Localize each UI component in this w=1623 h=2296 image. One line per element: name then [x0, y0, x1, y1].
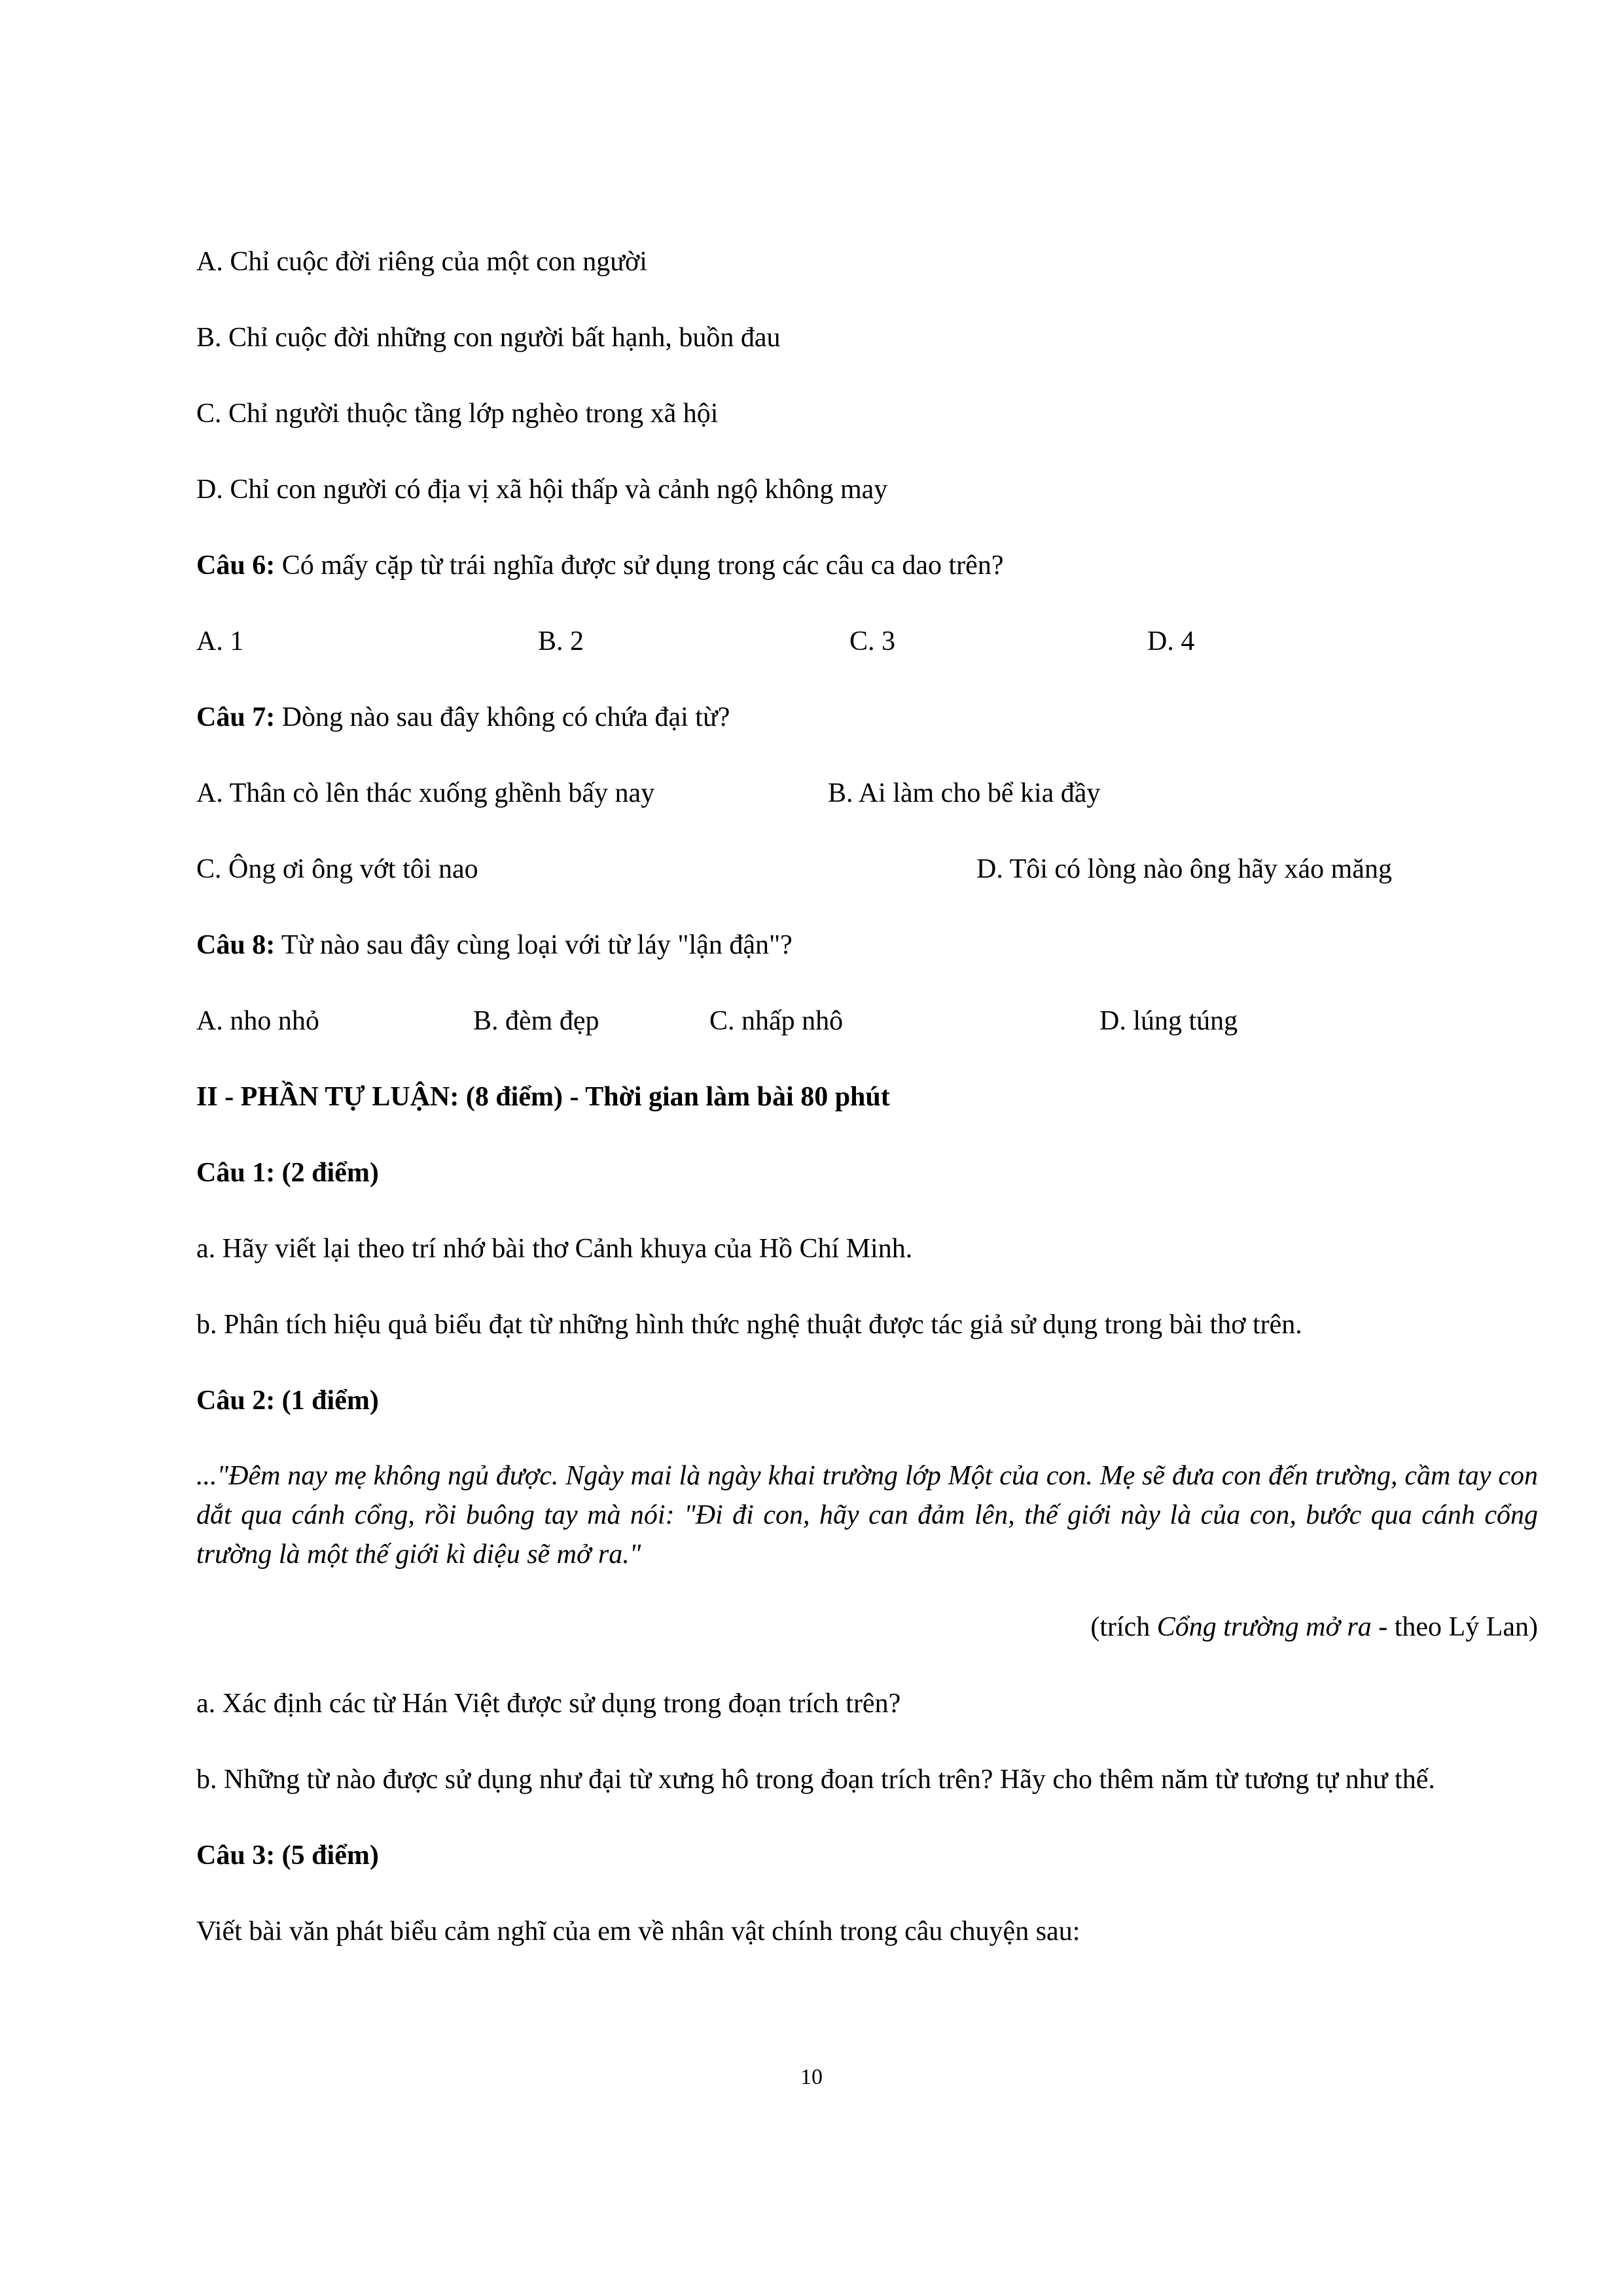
c2-part-a: a. Xác định các từ Hán Việt được sử dụng trong đoạn trích trên? — [196, 1689, 901, 1719]
c1-part-a: a. Hãy viết lại theo trí nhớ bài thơ Cảnh khuya của Hồ Chí Minh. — [196, 1234, 913, 1264]
q7-option-d: D. Tôi có lòng nào ông hãy xáo măng — [976, 854, 1392, 884]
q6-label: Câu 6: — [196, 550, 276, 581]
q5-option-a: A. Chỉ cuộc đời riêng của một con người — [196, 247, 647, 277]
q7-question — [196, 701, 730, 734]
c2-quote: ..."Đêm nay mẹ không ngủ được. Ngày mai là ngày khai trường lớp Một của con. Mẹ sẽ đưa con đến trường, cầm tay con dắt qua cánh cổng, rồi buông tay mà nói: "Đi đi con, hãy can đảm lên, thế giới này là của con, bước qua cánh cổng trường là một thế giới kì diệu sẽ mở ra." — [196, 1461, 1538, 1570]
q7-label: Câu 7: — [196, 702, 276, 732]
q8-label: Câu 8: — [196, 930, 276, 960]
c2-source-prefix: (trích — [1090, 1612, 1157, 1642]
q6-option-d: D. 4 — [1147, 626, 1195, 656]
page-number: 10 — [800, 2065, 823, 2089]
q5-option-c: C. Chỉ người thuộc tầng lớp nghèo trong xã hội — [196, 399, 719, 429]
c2-source-suffix: - theo Lý Lan) — [1371, 1612, 1538, 1642]
q8-option-a: A. nho nhỏ — [196, 1006, 319, 1036]
q8-option-b: B. đèm đẹp — [473, 1006, 599, 1036]
c2-source-title: Cổng trường mở ra — [1156, 1612, 1372, 1642]
q6-question — [196, 549, 1003, 582]
q8-option-c: C. nhấp nhô — [709, 1006, 844, 1036]
q7-text: Dòng nào sau đây không có chứa đại từ? — [275, 702, 730, 732]
q7-option-a: A. Thân cò lên thác xuống ghềnh bấy nay — [196, 778, 655, 808]
q7-option-b: B. Ai làm cho bể kia đầy — [828, 778, 1101, 808]
q5-option-b: B. Chỉ cuộc đời những con người bất hạnh, buồn đau — [196, 323, 781, 353]
q8-option-d: D. lúng túng — [1099, 1006, 1238, 1036]
q6-option-a: A. 1 — [196, 626, 244, 656]
q6-option-c: C. 3 — [849, 626, 896, 656]
q8-text: Từ nào sau đây cùng loại với từ láy "lận đận"? — [275, 930, 793, 960]
c2-part-b: b. Những từ nào được sử dụng như đại từ xưng hô trong đoạn trích trên? Hãy cho thêm năm từ tương tự như thế. — [196, 1765, 1435, 1795]
q6-text: Có mấy cặp từ trái nghĩa được sử dụng trong các câu ca dao trên? — [275, 550, 1004, 581]
c2-source — [1090, 1611, 1538, 1643]
c2-label: Câu 2: (1 điểm) — [196, 1386, 379, 1416]
q5-option-d: D. Chỉ con người có địa vị xã hội thấp và cảnh ngộ không may — [196, 475, 888, 505]
c1-label: Câu 1: (2 điểm) — [196, 1158, 379, 1188]
q6-option-b: B. 2 — [538, 626, 584, 656]
c3-label: Câu 3: (5 điểm) — [196, 1840, 379, 1871]
q8-question — [196, 929, 793, 961]
q7-option-c: C. Ông ơi ông vớt tôi nao — [196, 854, 478, 884]
c3-text: Viết bài văn phát biểu cảm nghĩ của em về nhân vật chính trong câu chuyện sau: — [196, 1916, 1080, 1946]
part2-heading: II - PHẦN TỰ LUẬN: (8 điểm) - Thời gian làm bài 80 phút — [196, 1082, 890, 1112]
c1-part-b: b. Phân tích hiệu quả biểu đạt từ những hình thức nghệ thuật được tác giả sử dụng trong bài thơ trên. — [196, 1310, 1302, 1340]
